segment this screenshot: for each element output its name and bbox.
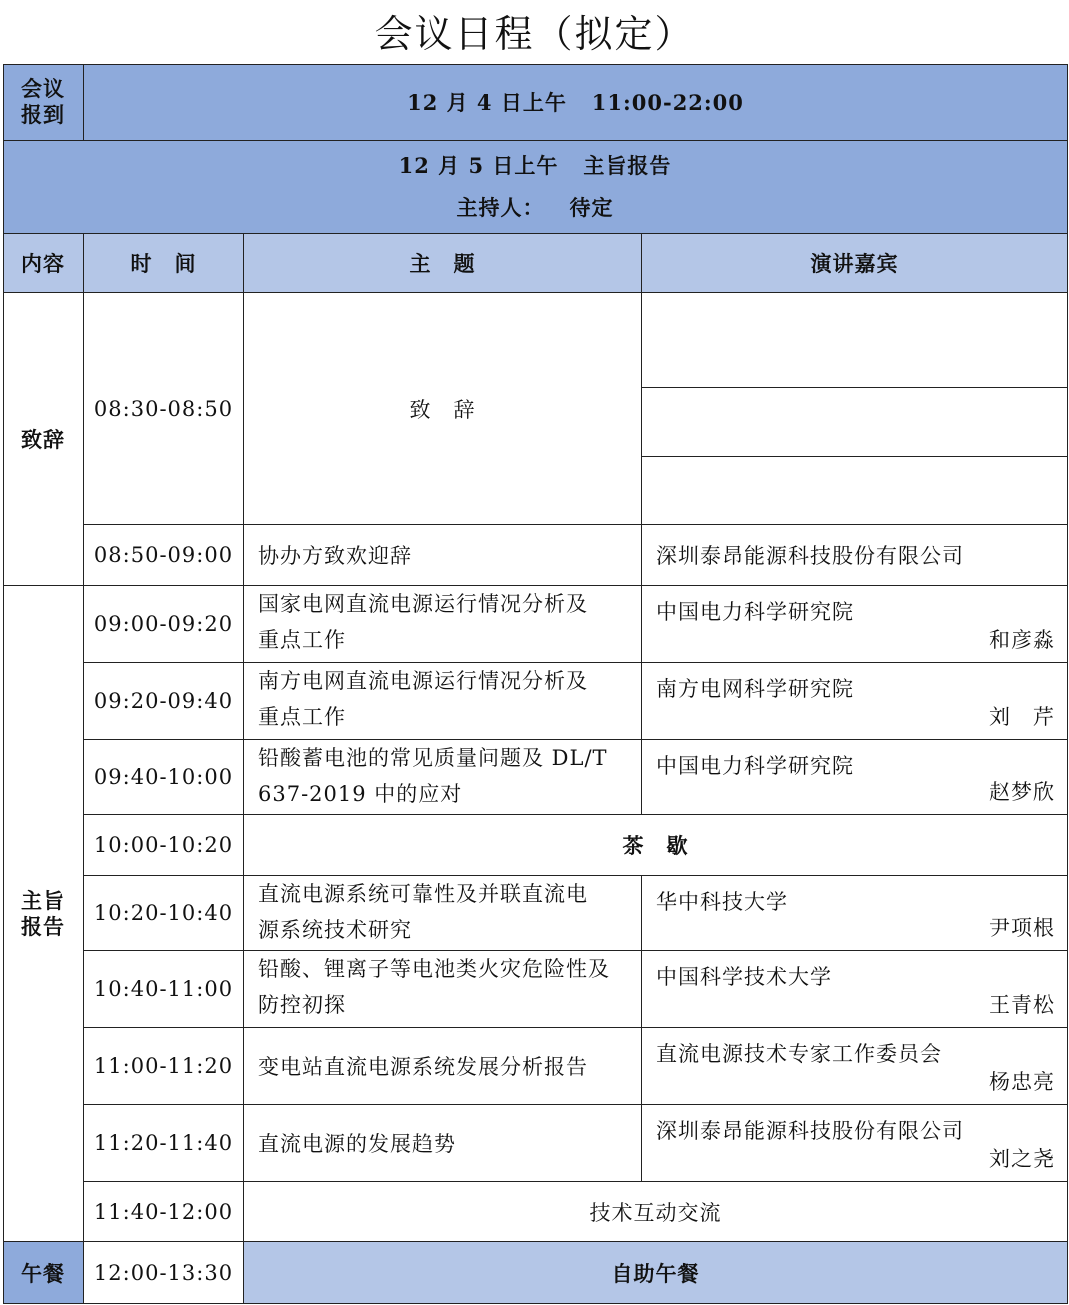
tea-break: 茶 歇: [244, 815, 1068, 876]
topic-line: 国家电网直流电源运行情况分析及: [258, 592, 588, 616]
topic-row: [244, 951, 642, 1028]
speaker-cell: [642, 740, 1068, 815]
speaker-name: 尹项根: [989, 916, 1055, 940]
speaker-slot-1: [642, 293, 1068, 388]
speaker-org: 直流电源技术专家工作委员会: [656, 1042, 942, 1066]
registration-label: [3, 64, 84, 141]
topic-line: 重点工作: [258, 705, 346, 729]
registration-time: 12 月 4 日上午 11:00-22:00: [84, 64, 1068, 141]
speaker-slot-3: [642, 457, 1068, 525]
speaker-name: 刘 芹: [989, 705, 1055, 729]
topic-line: 直流电源系统可靠性及并联直流电: [258, 882, 588, 906]
keynote-header: [3, 141, 1068, 234]
speaker-org: 南方电网科学研究院: [656, 677, 854, 701]
registration-label-line1: 会议: [21, 76, 65, 101]
time-row: 09:40-10:00: [84, 740, 244, 815]
topic-row: [244, 663, 642, 740]
speaker-cell: [642, 1105, 1068, 1182]
topic-row: [244, 876, 642, 951]
topic-line: 防控初探: [258, 993, 346, 1017]
topic-line: 637-2019 中的应对: [258, 782, 463, 806]
lunch-label: 午餐: [3, 1242, 84, 1304]
topic-row: [244, 586, 642, 663]
topic-row: 直流电源的发展趋势: [244, 1105, 642, 1182]
speaker-name: 刘之尧: [989, 1147, 1055, 1171]
column-header-speaker: 演讲嘉宾: [642, 234, 1068, 293]
topic-line: 源系统技术研究: [258, 918, 412, 942]
interaction-session: 技术互动交流: [244, 1182, 1068, 1242]
speaker-name: 王青松: [989, 993, 1055, 1017]
speaker-cell: [642, 586, 1068, 663]
topic-opening: 致 辞: [244, 293, 642, 525]
section-label-opening: 致辞: [3, 293, 84, 586]
speaker-org: 中国科学技术大学: [656, 965, 832, 989]
speaker-cell: [642, 951, 1068, 1028]
time-cohost: 08:50-09:00: [84, 525, 244, 586]
topic-line: 南方电网直流电源运行情况分析及: [258, 669, 588, 693]
topic-line: 重点工作: [258, 628, 346, 652]
speaker-cell: [642, 876, 1068, 951]
time-row: 10:20-10:40: [84, 876, 244, 951]
keynote-host: 主持人： 待定: [456, 195, 614, 220]
speaker-name: 和彦淼: [989, 628, 1055, 652]
time-row: 11:20-11:40: [84, 1105, 244, 1182]
topic-line: 铅酸、锂离子等电池类火灾危险性及: [258, 957, 610, 981]
page-title: 会议日程（拟定）: [374, 12, 695, 56]
speaker-name: 杨忠亮: [989, 1070, 1055, 1094]
registration-label-line2: 报到: [21, 102, 65, 127]
column-header-content: 内容: [3, 234, 84, 293]
time-row: 10:00-10:20: [84, 815, 244, 876]
speaker-cell: [642, 663, 1068, 740]
time-row: 09:00-09:20: [84, 586, 244, 663]
time-row: 09:20-09:40: [84, 663, 244, 740]
speaker-org: 华中科技大学: [656, 890, 788, 914]
speaker-org: 中国电力科学研究院: [656, 754, 854, 778]
time-row: 10:40-11:00: [84, 951, 244, 1028]
lunch-text: 自助午餐: [244, 1242, 1068, 1304]
column-header-time: 时 间: [84, 234, 244, 293]
topic-cohost: 协办方致欢迎辞: [244, 525, 642, 586]
topic-row: 变电站直流电源系统发展分析报告: [244, 1028, 642, 1105]
topic-row: [244, 740, 642, 815]
section-label-keynote-line2: 报告: [21, 913, 65, 939]
speaker-org: 深圳泰昂能源科技股份有限公司: [656, 1119, 964, 1143]
speaker-org: 中国电力科学研究院: [656, 600, 854, 624]
time-row: 11:40-12:00: [84, 1182, 244, 1242]
section-label-keynote-line1: 主旨: [21, 887, 65, 913]
column-header-topic: 主 题: [244, 234, 642, 293]
topic-line: 铅酸蓄电池的常见质量问题及 DL/T: [258, 746, 608, 770]
time-opening: 08:30-08:50: [84, 293, 244, 525]
time-row: 11:00-11:20: [84, 1028, 244, 1105]
speaker-cohost: 深圳泰昂能源科技股份有限公司: [642, 525, 1068, 586]
keynote-date-title: 12 月 5 日上午 主旨报告: [398, 153, 672, 178]
speaker-slot-2: [642, 388, 1068, 457]
speaker-cell: [642, 1028, 1068, 1105]
lunch-time: 12:00-13:30: [84, 1242, 244, 1304]
speaker-name: 赵梦欣: [989, 780, 1055, 804]
section-label-keynote: [3, 586, 84, 1242]
